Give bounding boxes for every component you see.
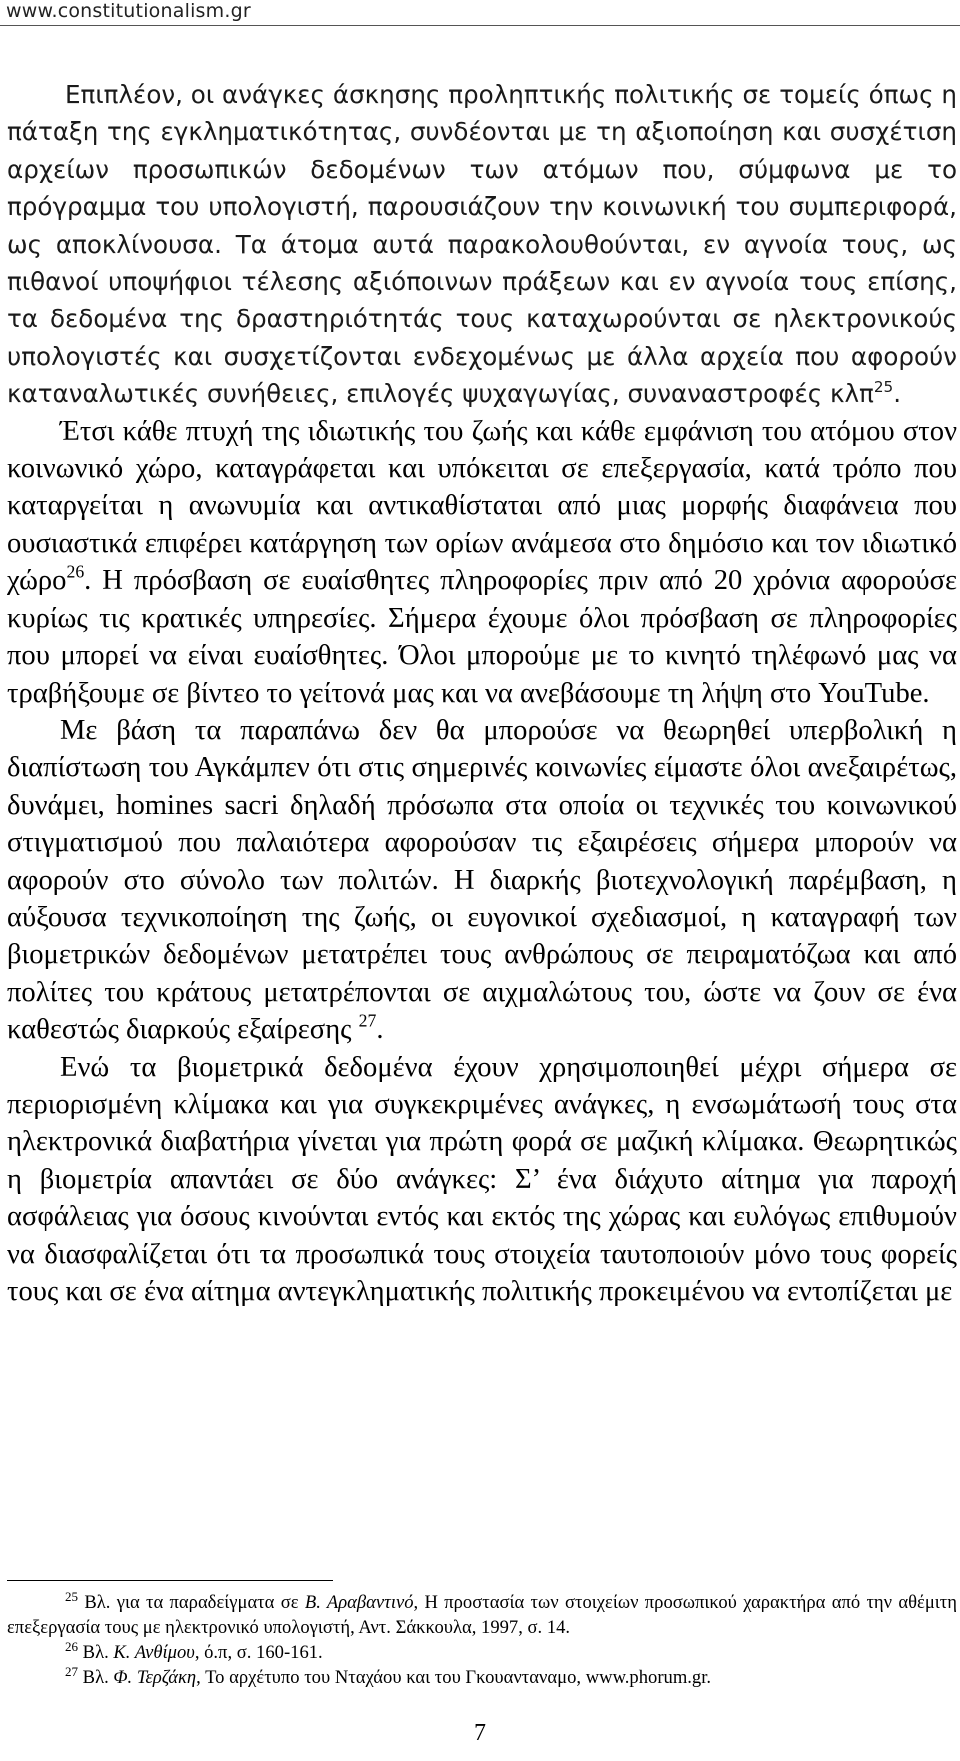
paragraph-1 xyxy=(7,76,957,413)
paragraph-3-end: . xyxy=(376,1014,384,1046)
footnote-27 xyxy=(7,1665,957,1690)
footnote-text: Βλ. για τα παραδείγματα σε xyxy=(84,1592,305,1613)
paragraph-3-text: Με βάση τα παραπάνω δεν θα μπορούσε να θεωρηθεί υπερβολική η διαπίστωση του Αγκάμπεν ότι στις σημερινές κοινωνίες είμαστε όλοι ανεξαιρέτως, δυνάμει, homines sacri δηλαδή πρόσωπα στα οποία οι τεχνικές του κοινωνικού στιγματισμού που παλαιότερα αφορούσαν τις εξαιρέσεις σήμερα μπορούν να αφορούν στο σύνολο των πολιτών. Η διαρκής βιοτεχνολογική παρέμβαση, η αύξουσα τεχνικοποίηση της ζωής, οι ευγονικοί σχεδιασμοί, η καταγραφή των βιομετρικών δεδομένων μετατρέπει τους ανθρώπους σε πειραματόζωα και από πολίτες του κράτους μετατρέπονται σε αιχμαλώτους του, ώστε να ζουν σε ένα καθεστώς διαρκούς εξαίρεσης xyxy=(7,714,957,1046)
footnote-ref-26[interactable]: 26 xyxy=(66,561,85,582)
paragraph-2 xyxy=(7,413,957,712)
footnote-author: Κ. Ανθίμου xyxy=(113,1642,195,1663)
footnote-text: , Η προστασία των στοιχείων προσωπικού χαρακτήρα από την αθέμιτη επεξεργασία τους με ηλεκτρονικό υπολογιστή, Αντ. Σάκκουλα, 1997, σ. 14. xyxy=(7,1592,957,1638)
header-divider xyxy=(0,25,960,26)
footnote-text: , ό.π, σ. 160-161. xyxy=(194,1642,323,1663)
paragraph-4 xyxy=(7,1049,957,1311)
paragraph-3 xyxy=(7,712,957,1049)
paragraph-1-end: . xyxy=(893,379,902,409)
footnote-26 xyxy=(7,1640,957,1665)
paragraph-4-text: Ενώ τα βιομετρικά δεδομένα έχουν χρησιμοποιηθεί μέχρι σήμερα σε περιορισμένη κλίμακα και για συγκεκριμένες ανάγκες, η ενσωμάτωσή τους στα ηλεκτρονικά διαβατήρια γίνεται για πρώτη φορά σε μαζική κλίμακα. Θεωρητικώς η βιομετρία απαντάει σε δύο ανάγκες: Σ’ ένα διάχυτο αίτημα για παροχή ασφάλειας για όσους κινούνται εντός και εκτός της χώρας και ευλόγως επιθυμούν να διασφαλίζεται ότι τα προσωπικά τους στοιχεία ταυτοποιούν μόνο τους φορείς τους και σε ένα αίτημα αντεγκληματικής πολιτικής προκειμένου να εντοπίζεται με xyxy=(7,1051,957,1307)
footnote-number: 27 xyxy=(65,1663,79,1679)
site-url: www.constitutionalism.gr xyxy=(6,0,251,22)
paragraph-2-text-a: Έτσι κάθε πτυχή της ιδιωτικής του ζωής και κάθε εμφάνιση του ατόμου στον κοινωνικό χώρο, καταγράφεται και υπόκειται σε επεξεργασία, κατά τρόπο που καταργείται η ανωνυμία και αντικαθίσταται από μιας μορφής διαφάνεια που ουσιαστικά επιφέρει κατάργηση των ορίων ανάμεσα στο δημόσιο και τον ιδιωτικό χώρο xyxy=(7,415,957,597)
footnote-text: , Το αρχέτυπο του Νταχάου και του Γκουανταναμο, www.phorum.gr. xyxy=(196,1667,712,1688)
footnotes xyxy=(7,1590,957,1690)
footnote-25 xyxy=(7,1590,957,1640)
footnote-ref-25[interactable]: 25 xyxy=(873,378,894,397)
footnote-text: Βλ. xyxy=(82,1667,114,1688)
footnote-ref-27[interactable]: 27 xyxy=(358,1010,377,1031)
footnote-number: 25 xyxy=(65,1588,79,1604)
paragraph-1-text: Επιπλέον, οι ανάγκες άσκησης προληπτικής πολιτικής σε τομείς όπως η πάταξη της εγκληματικότητας, συνδέονται με τη αξιοποίηση και συσχέτιση αρχείων προσωπικών δεδομένων των ατόμων που, σύμφωνα με το πρόγραμμα του υπολογιστή, παρουσιάζουν την κοινωνική του συμπεριφορά, ως αποκλίνουσα. Τα άτομα αυτά παρακολουθούνται, εν αγνοία τους, ως πιθανοί υποψήφιοι τέλεσης αξιόποινων πράξεων και εν αγνοία τους επίσης, τα δεδομένα της δραστηριότητάς τους καταχωρούνται σε ηλεκτρονικούς υπολογιστές και συσχετίζονται ενδεχομένως με άλλα αρχεία που αφορούν καταναλωτικές συνήθειες, επιλογές ψυχαγωγίας, συναναστροφές κλπ xyxy=(7,80,957,409)
page-number: 7 xyxy=(474,1720,486,1746)
footnote-number: 26 xyxy=(65,1638,79,1654)
page-body xyxy=(7,76,957,1310)
footnote-text: Βλ. xyxy=(82,1642,114,1663)
footnote-divider xyxy=(7,1580,333,1581)
footnote-author: Β. Αραβαντινό xyxy=(304,1592,414,1613)
paragraph-2-text-b: . Η πρόσβαση σε ευαίσθητες πληροφορίες πριν από 20 χρόνια αφορούσε κυρίως τις κρατικές υπηρεσίες. Σήμερα έχουμε όλοι πρόσβαση σε πληροφορίες που μπορεί να είναι ευαίσθητες. Όλοι μπορούμε με το κινητό τηλέφωνό μας να τραβήξουμε σε βίντεο το γείτονά μας και να ανεβάσουμε τη λήψη στο YouTube. xyxy=(7,565,957,709)
footnote-author: Φ. Τερζάκη xyxy=(113,1667,197,1688)
